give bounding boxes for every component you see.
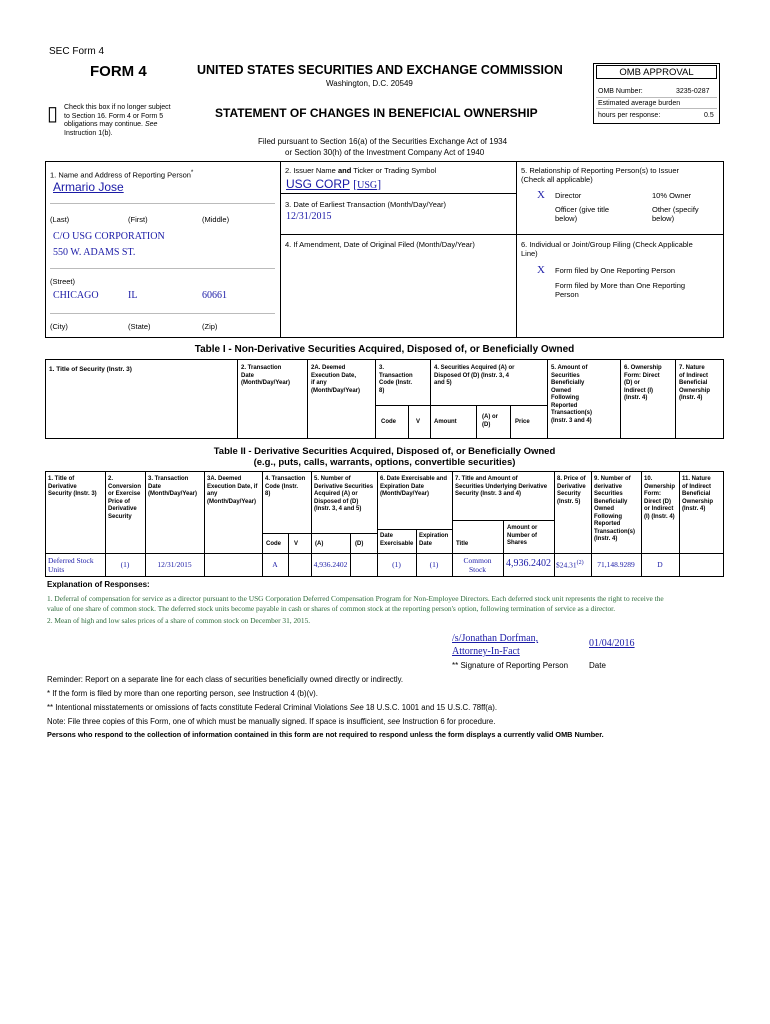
issuer-name-row: USG CORP [USG] — [286, 177, 382, 191]
no-longer-subject-checkbox[interactable]: ▯ — [47, 103, 59, 125]
t2-col7: 7. Title and Amount of Securities Underlying Derivative Security (Instr. 3 and 4) — [455, 476, 548, 497]
t2-col2: 2. Conversion or Exercise Price of Derivative Security — [108, 476, 142, 520]
last-label: (Last) — [50, 215, 70, 224]
t2-col6: 6. Date Exercisable and Expiration Date (Month/Day/Year) — [380, 476, 448, 497]
t1-sub-aord: (A) or (D) — [482, 414, 498, 428]
reporting-person-name-link[interactable]: Armario Jose — [53, 180, 124, 194]
t1-col3: 3. Transaction Code (Instr. 8) — [379, 365, 413, 394]
location: Washington, D.C. 20549 — [326, 79, 413, 88]
footer-note-dstar: ** Intentional misstatements or omissions of facts constitute Federal Criminal Violations See 18 U.S.C. 1001 and 15 U.S.C. 78ff(a). — [47, 703, 497, 712]
footer-note-file: Note: File three copies of this Form, one of which must be manually signed. If space is insufficient, see Instruction 6 for procedure. — [47, 717, 496, 726]
amendment-label: 4. If Amendment, Date of Original Filed (Month/Day/Year) — [285, 240, 475, 249]
t2-row-expiration: (1) — [429, 560, 439, 569]
explanation-note-1: 1. Deferral of compensation for service as a director pursuant to the USG Corporation Deferred Compensation Program for Non-Employee Directors. Each deferred stock unit represents the right to receive the value of one share of common stock. The deferred stock units become payable in cash or shares of common stock at the reporting person's option, following termination of service as a director. — [47, 594, 664, 613]
address-line-1: C/O USG CORPORATION — [53, 231, 165, 242]
t2-sub-a: (A) — [315, 541, 324, 547]
t2-col3a: 3A. Deemed Execution Date, if any (Month/Day/Year) — [207, 476, 258, 505]
address-line-2: 550 W. ADAMS ST. — [53, 247, 136, 258]
zip-value: 60661 — [202, 290, 227, 301]
one-person-checkmark[interactable]: X — [537, 264, 545, 276]
t1-sub-v: V — [416, 419, 421, 425]
footer-persons: Persons who respond to the collection of information contained in this form are not required to respond unless the form displays a currently valid OMB Number. — [47, 730, 604, 739]
checkbox-note: Check this box if no longer subject to Section 16. Form 4 or Form 5 obligations may continue. See Instruction 1(b). — [64, 104, 171, 137]
footer-note-star: * If the form is filed by more than one reporting person, see Instruction 4 (b)(v). — [47, 689, 318, 698]
middle-label: (Middle) — [202, 215, 230, 224]
filed-pursuant-1: Filed pursuant to Section 16(a) of the Securities Exchange Act of 1934 — [258, 137, 508, 146]
omb-number-label: OMB Number: — [598, 88, 643, 95]
t1-col6: 6. Ownership Form: Direct (D) or Indirect (I) (Instr. 4) — [624, 365, 662, 401]
signature-name: /s/Jonathan Dorfman, Attorney-In-Fact — [452, 633, 539, 657]
t2-col9: 9. Number of derivative Securities Beneficially Owned Following Reported Transaction(s) (Instr. 4) — [594, 476, 636, 542]
director-label: Director — [555, 191, 582, 200]
explanation-note-2: 2. Mean of high and low sales prices of a share of common stock on December 31, 2015. — [47, 616, 311, 625]
omb-hours-label: hours per response: — [598, 112, 661, 119]
t1-sub-price: Price — [515, 419, 530, 425]
filed-pursuant-2: or Section 30(h) of the Investment Company Act of 1940 — [285, 148, 485, 157]
issuer-label: 2. Issuer Name and Ticker or Trading Symbol — [285, 166, 437, 175]
filing-label: 6. Individual or Joint/Group Filing (Check Applicable Line) — [521, 240, 693, 258]
table2-title: Table II - Derivative Securities Acquired, Disposed of, or Beneficially Owned (e.g., puts, calls, warrants, options, convertible securities) — [213, 446, 556, 468]
t1-sub-amount: Amount — [434, 419, 457, 425]
t1-col7: 7. Nature of Indirect Beneficial Ownership (Instr. 4) — [679, 365, 711, 401]
commission-title: UNITED STATES SECURITIES AND EXCHANGE COMMISSION — [197, 63, 563, 77]
t2-row-ownership-form: D — [657, 560, 663, 569]
t2-row-title: Deferred Stock Units — [48, 556, 94, 574]
statement-title: STATEMENT OF CHANGES IN BENEFICIAL OWNERSHIP — [215, 106, 538, 120]
t2-sub-code: Code — [266, 541, 281, 547]
t2-row-date-exercisable: (1) — [392, 560, 401, 569]
t2-sub-d: (D) — [355, 541, 364, 547]
footer-reminder: Reminder: Report on a separate line for each class of securities beneficially owned directly or indirectly. — [47, 675, 404, 684]
officer-label: Officer (give title below) — [555, 205, 610, 223]
t1-col2a: 2A. Deemed Execution Date, if any (Month/Day/Year) — [311, 365, 361, 394]
t2-col10: 10. Ownership Form: Direct (D) or Indirect (I) (Instr. 4) — [644, 476, 676, 520]
omb-hours-value: 0.5 — [704, 112, 714, 119]
table1-title: Table I - Non-Derivative Securities Acquired, Disposed of, or Beneficially Owned — [194, 344, 575, 355]
omb-number-value: 3235-0287 — [676, 88, 710, 95]
state-value: IL — [128, 290, 138, 301]
city-value: CHICAGO — [53, 290, 99, 301]
t2-col4: 4. Transaction Code (Instr. 8) — [265, 476, 306, 497]
t2-row-date: 12/31/2015 — [157, 560, 192, 569]
t2-row-code: A — [272, 560, 278, 569]
explanation-title: Explanation of Responses: — [47, 580, 150, 589]
more-persons-label: Form filed by More than One Reporting Person — [555, 281, 686, 299]
signature-label: ** Signature of Reporting Person — [452, 661, 569, 670]
ten-percent-label: 10% Owner — [652, 191, 692, 200]
t1-sub-code: Code — [381, 419, 396, 425]
zip-label: (Zip) — [202, 322, 218, 331]
t2-sub-exp: Expiration Date — [419, 533, 449, 547]
earliest-transaction-label: 3. Date of Earliest Transaction (Month/Day/Year) — [285, 200, 447, 209]
t2-row-underlying-amount: 4,936.2402 — [506, 558, 551, 569]
t2-row-conversion: (1) — [120, 560, 130, 569]
t1-col2: 2. Transaction Date (Month/Day/Year) — [241, 365, 291, 386]
date-label: Date — [589, 661, 606, 670]
t2-col5: 5. Number of Derivative Securities Acquired (A) or Disposed of (D) (Instr. 3, 4 and 5) — [314, 476, 374, 512]
t2-sub-date-ex: Date Exercisable — [380, 533, 414, 547]
t2-row-price: $24.31$^{(2)}$ — [556, 560, 584, 570]
other-label: Other (specify below) — [652, 205, 699, 223]
t2-col8: 8. Price of Derivative Security (Instr. 5) — [557, 476, 586, 505]
form-title: FORM 4 — [90, 63, 147, 80]
street-label: (Street) — [50, 277, 76, 286]
t2-row-amount-a: 4,936.2402 — [313, 560, 348, 569]
omb-burden-label: Estimated average burden — [598, 100, 681, 107]
t2-sub-amount: Amount or Number of Shares — [507, 525, 538, 546]
t2-col3: 3. Transaction Date (Month/Day/Year) — [148, 476, 198, 497]
one-person-label: Form filed by One Reporting Person — [555, 266, 676, 275]
t2-sub-v: V — [294, 541, 299, 547]
t2-sub-title: Title — [456, 541, 469, 547]
omb-title: OMB APPROVAL — [619, 67, 694, 78]
reporting-person-label: 1. Name and Address of Reporting Person* — [50, 169, 194, 180]
state-label: (State) — [128, 322, 151, 331]
earliest-transaction-date: 12/31/2015 — [286, 211, 332, 222]
t2-col1: 1. Title of Derivative Security (Instr. 3) — [48, 476, 97, 497]
issuer-ticker-link[interactable]: USG — [357, 180, 378, 191]
first-label: (First) — [128, 215, 148, 224]
sec-form-label: SEC Form 4 — [49, 46, 105, 57]
t2-row-owned: 71,148.9289 — [597, 560, 635, 569]
t2-row-underlying-title: Common Stock — [463, 556, 492, 574]
relationship-label: 5. Relationship of Reporting Person(s) to Issuer (Check all applicable) — [521, 166, 679, 184]
signature-date: 01/04/2016 — [589, 638, 635, 649]
city-label: (City) — [50, 322, 68, 331]
director-checkmark[interactable]: X — [537, 189, 545, 201]
t1-col5: 5. Amount of Securities Beneficially Owned Following Reported Transaction(s) (Instr. 3 and 4) — [551, 365, 593, 424]
issuer-name-link[interactable]: USG CORP — [286, 177, 350, 191]
t2-col11: 11. Nature of Indirect Beneficial Ownership (Instr. 4) — [682, 476, 714, 512]
t1-col1: 1. Title of Security (Instr. 3) — [49, 366, 132, 373]
t1-col4: 4. Securities Acquired (A) or Disposed Of (D) (Instr. 3, 4 and 5) — [434, 365, 515, 386]
